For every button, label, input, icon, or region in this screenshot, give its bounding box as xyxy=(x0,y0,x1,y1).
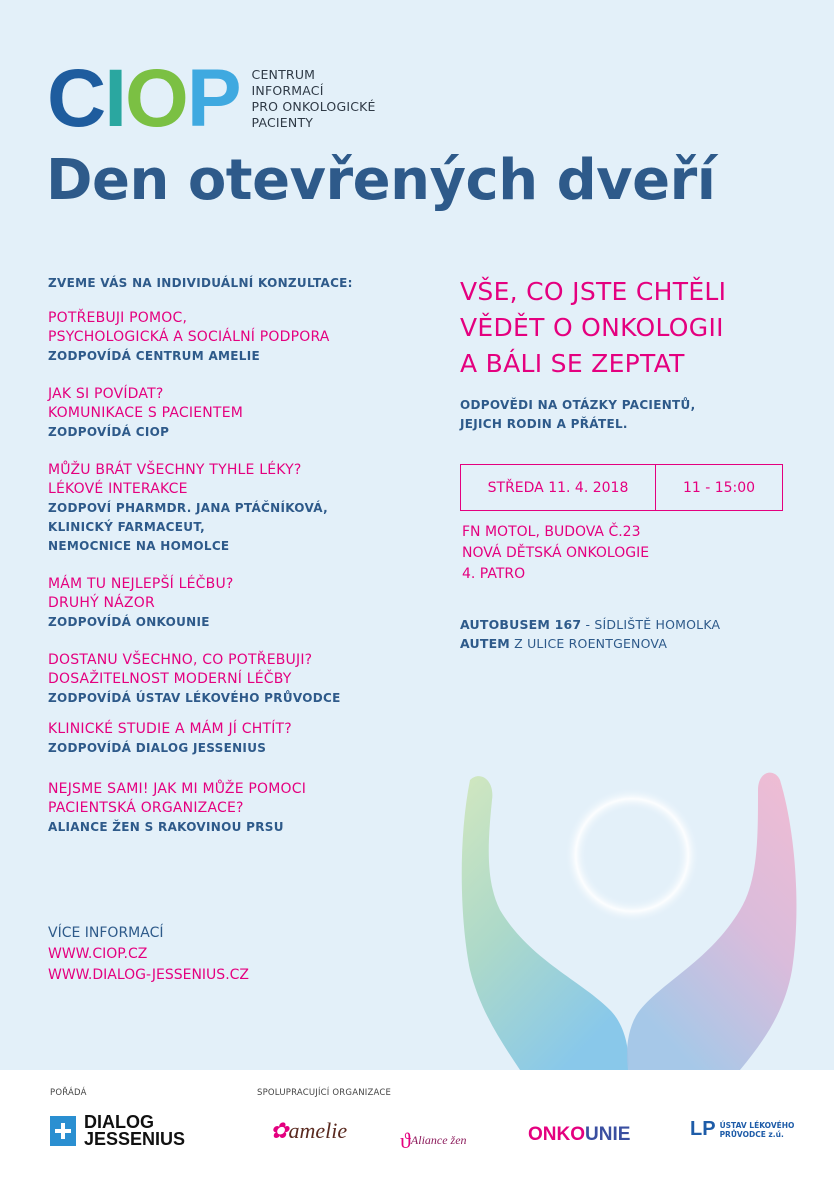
topic-item: DOSTANU VŠECHNO, CO POTŘEBUJI? DOSAŽITELNOST MODERNÍ LÉČBY ZODPOVÍDÁ ÚSTAV LÉKOVÉHO PRŮVODCE xyxy=(48,652,341,705)
topic-item: JAK SI POVÍDAT? KOMUNIKACE S PACIENTEM ZODPOVÍDÁ CIOP xyxy=(48,386,244,439)
ciop-logo-text: CENTRUM INFORMACÍ PRO ONKOLOGICKÉ PACIENTY xyxy=(251,67,376,130)
topic-item: MŮŽU BRÁT VŠECHNY TYHLE LÉKY? LÉKOVÉ INTERAKCE ZODPOVÍ PHARMDR. JANA PTÁČNÍKOVÁ, KLINICKÝ FARMACEUT, NEMOCNICE NA HOMOLCE xyxy=(48,462,328,553)
event-time: 11 - 15:00 xyxy=(682,479,756,496)
ribbon-icon: ϑ xyxy=(400,1128,411,1153)
organizer-label: POŘÁDÁ xyxy=(50,1088,87,1098)
topic-item: POTŘEBUJI POMOC, PSYCHOLOGICKÁ A SOCIÁLNÍ PODPORA ZODPOVÍDÁ CENTRUM AMELIE xyxy=(48,310,330,363)
event-place: FN MOTOL, BUDOVA Č.23 NOVÁ DĚTSKÁ ONKOLOGIE 4. PATRO xyxy=(462,524,650,582)
headline: Den otevřených dveří xyxy=(46,148,716,213)
ciop-link[interactable]: WWW.CIOP.CZ xyxy=(48,946,148,962)
ciop-logo-mark: CIOP xyxy=(47,53,240,144)
footer-partners xyxy=(0,1070,834,1186)
partners-label: SPOLUPRACUJÍCÍ ORGANIZACE xyxy=(257,1088,392,1098)
amelie-logo: ✿amelie xyxy=(270,1118,348,1143)
event-subtitle: ODPOVĚDI NA OTÁZKY PACIENTŮ, JEJICH RODIN A PŘÁTEL. xyxy=(460,398,696,431)
dialog-jessenius-logo: DIALOG JESSENIUS xyxy=(50,1114,185,1148)
ciop-logo xyxy=(47,53,376,144)
main-question: VŠE, CO JSTE CHTĚLI VĚDĚT O ONKOLOGII A BÁLI SE ZEPTAT xyxy=(460,277,727,378)
event-date: STŘEDA 11. 4. 2018 xyxy=(461,465,656,510)
more-info xyxy=(48,923,249,986)
topic-item: NEJSME SAMI! JAK MI MŮŽE POMOCI PACIENTSKÁ ORGANIZACE? ALIANCE ŽEN S RAKOVINOU PRSU xyxy=(48,781,307,834)
aliance-zen-logo: ϑAliance žen xyxy=(400,1128,467,1153)
topic-item: MÁM TU NEJLEPŠÍ LÉČBU? DRUHÝ NÁZOR ZODPOVÍDÁ ONKOUNIE xyxy=(48,576,234,629)
event-info xyxy=(460,274,800,434)
cross-icon xyxy=(50,1116,76,1146)
date-time-box xyxy=(460,464,783,511)
ustav-lekoveho-pruvodce-logo: LP ÚSTAV LÉKOVÉHO PRŮVODCE z.ú. xyxy=(690,1118,795,1140)
flower-icon: ✿ xyxy=(270,1118,289,1143)
dialog-jessenius-link[interactable]: WWW.DIALOG-JESSENIUS.CZ xyxy=(48,967,250,983)
hands-illustration xyxy=(440,760,834,1070)
more-info-label: VÍCE INFORMACÍ xyxy=(48,925,164,941)
invite-text: ZVEME VÁS NA INDIVIDUÁLNÍ KONZULTACE: xyxy=(48,276,353,290)
onkounie-logo: ONKOUNIE xyxy=(528,1124,631,1145)
transport-info: AUTOBUSEM 167 - SÍDLIŠTĚ HOMOLKA AUTEM Z ULICE ROENTGENOVA xyxy=(460,617,721,651)
consultation-list xyxy=(48,276,408,856)
ulp-mark-icon: LP xyxy=(690,1118,716,1140)
topic-item: KLINICKÉ STUDIE A MÁM JÍ CHTÍT? ZODPOVÍDÁ DIALOG JESSENIUS xyxy=(48,721,292,755)
